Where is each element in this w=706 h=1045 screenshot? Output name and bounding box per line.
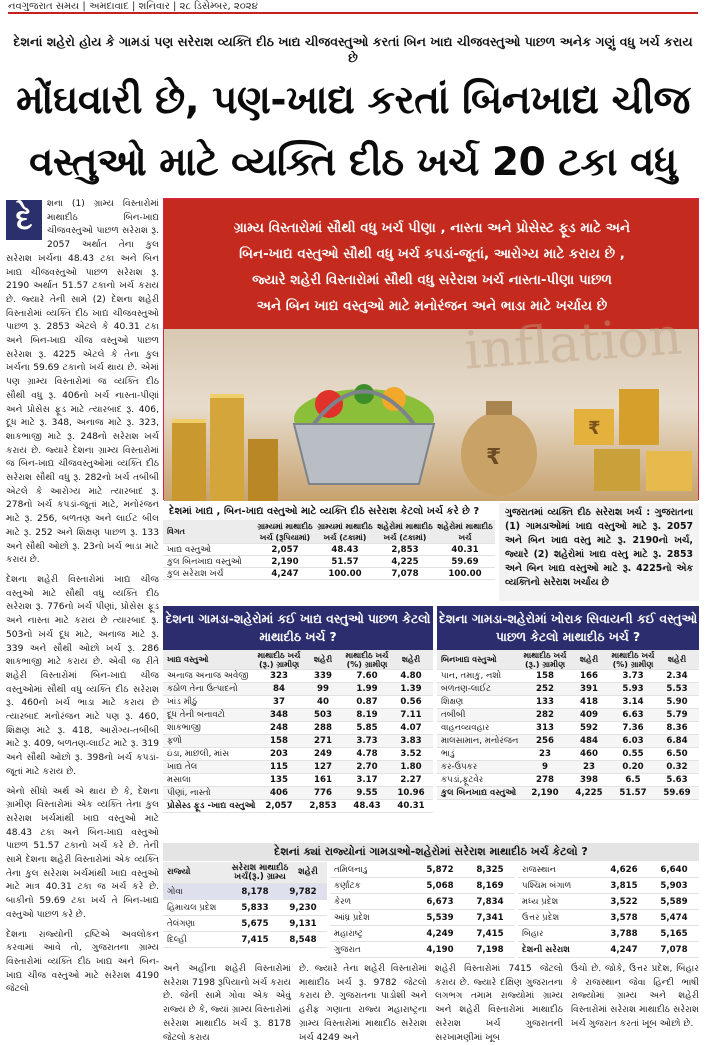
header-cell: શહેરી bbox=[579, 655, 599, 664]
cell: 7.11 bbox=[400, 710, 422, 720]
states-section-header: દેશનાં ક્યાં રાજ્યોનાં ગામડાઓ-શહેરોમાં સરેરાશ માથાદીઠ ખર્ચ કેટલો ? bbox=[163, 843, 699, 861]
cell: 5,474 bbox=[660, 912, 688, 923]
cell: 7,834 bbox=[476, 896, 504, 907]
food-table-body bbox=[163, 670, 433, 813]
table-row bbox=[163, 544, 495, 556]
cell: 8.36 bbox=[666, 723, 688, 733]
bottom-column: ઉંચો છે. જોકે, ઉત્તર પ્રદેશ, બિહાર કે રાજસ્થાન જેવા હિન્દી ભાષી રાજ્યોમાં ગ્રામ્ય અને શહેરી વિસ્તારોમાં સરેરાશ માથાદીઠ સરેરાશ ખર્ચ ગુજરાત કરતાં ખૂબ ઓછો છે. bbox=[571, 964, 699, 1029]
cell: 2,057 bbox=[265, 801, 293, 811]
states-body bbox=[330, 862, 515, 958]
article-paragraph: દેશના શહેરી વિસ્તારોમાં ખાદ્ય ચીજ વસ્તુઓ માટે સૌથી વધુ વ્યક્તિ દીઠ સરેરાશ રૂ. 776નો ખર્ચ પીણાં, પ્રોસેસ ફૂડ અને નાસ્તા માટે કરાય છે ત્યારબાદ રૂ. 503નો ખર્ચ દૂધ માટે, અનાજ માટે રૂ. 339 અને સૌથી ઓછો ખર્ચ રૂ. 286 શાકભાજી માટે કરાય છે. એવી જ રીતે શહેરી વિસ્તારોમાં બિન-ખાદ્ય ચીજ વસ્તુઓમાં સૌથી વધુ વ્યક્તિ દીઠ સરેરાશ રૂ. 460નો ખર્ચ ભાડા માટે કરાય છે ત્યારબાદ મનોરંજન માટે પણ રૂ. 460, શિક્ષણ માટે રૂ. 418, આરોગ્ય-તબીબી માટે રૂ. 409, બળતણ-લાઈટ માટે રૂ. 319 અને સૌથી ઓછો રૂ. 398નો ખર્ચ કપડાં-જૂતાં માટે કરાય છે. bbox=[6, 574, 159, 777]
cell: 2.27 bbox=[400, 775, 422, 785]
table-row bbox=[437, 670, 699, 683]
food-expense-table bbox=[163, 650, 433, 813]
header-cell: સરેરાશ માથાદીઠ ખર્ચ(રૂ.) ગ્રામ્ય bbox=[231, 862, 289, 882]
cell: 7,341 bbox=[476, 912, 504, 923]
cell: 135 bbox=[270, 775, 288, 785]
cell: 406 bbox=[270, 788, 288, 798]
cell: 271 bbox=[314, 736, 332, 746]
masthead: નવગુજરાત સમય | અમદાવાદ | શનિવાર | ૨૮ ડિસેમ્બર, ૨૦૨૪ bbox=[8, 0, 698, 14]
row-label: હિમાચલ પ્રદેશ bbox=[167, 902, 217, 913]
quote-line: બિન-ખાદ્ય વસ્તુઓ સૌથી વધુ ખર્ચ કપડાં-જૂતાં, આરોગ્ય માટે કરાય છે , bbox=[239, 246, 625, 262]
cell: 3,522 bbox=[610, 896, 638, 907]
cell: 2,853 bbox=[309, 801, 337, 811]
row-label: કર્ણાટક bbox=[334, 880, 361, 891]
header-cell: માથાદીઠ ખર્ચ (રૂ.) ગ્રામીણ bbox=[523, 650, 567, 669]
cell: 2.70 bbox=[356, 762, 378, 772]
table-row bbox=[163, 722, 433, 735]
header-cell: રાજ્યો bbox=[167, 867, 191, 877]
states-body bbox=[518, 862, 699, 958]
cell: 418 bbox=[580, 697, 598, 707]
row-label: મહારાષ્ટ્ર bbox=[334, 928, 363, 939]
cell: 4,626 bbox=[610, 864, 638, 875]
cell: 3,578 bbox=[610, 912, 638, 923]
cell: 161 bbox=[314, 775, 332, 785]
cell: 2,190 bbox=[271, 556, 299, 567]
row-label: રાજસ્થાન bbox=[522, 864, 557, 875]
table-row bbox=[163, 884, 327, 900]
row-label: વાહનવ્યવહાર bbox=[441, 723, 490, 733]
table-row bbox=[163, 900, 327, 916]
svg-text:₹: ₹ bbox=[588, 418, 601, 439]
table-row bbox=[163, 800, 433, 813]
cell: 7.60 bbox=[356, 671, 378, 681]
cell: 23 bbox=[583, 762, 595, 772]
food-section-header: દેશના ગામડા-શહેરોમાં કઈ ખાદ્ય વસ્તુઓ પાછળ કેટલો માથાદીઠ ખર્ચ ? bbox=[163, 606, 433, 650]
nonfood-expense-table bbox=[437, 650, 699, 800]
table-row bbox=[437, 722, 699, 735]
cell: 127 bbox=[314, 762, 332, 772]
cell: 278 bbox=[536, 775, 554, 785]
cell: 6,640 bbox=[660, 864, 688, 875]
row-label: અનાજ અનાજ અવેજી bbox=[167, 671, 249, 681]
cell: 8,169 bbox=[476, 880, 504, 891]
row-label: બિહાર bbox=[522, 928, 544, 939]
header-cell: શહેરોમાં માથાદીઠ ખર્ચ (ટકામાં) bbox=[377, 521, 433, 542]
cell: 249 bbox=[314, 749, 332, 759]
quote-line: ગ્રામ્ય વિસ્તારોમાં સૌથી વધુ ખર્ચ પીણા , નાસ્તા અને પ્રોસેસ્ટ ફૂડ માટે અને bbox=[233, 220, 631, 236]
row-label: ખાદ્ય વસ્તુઓ bbox=[167, 544, 212, 555]
cell: 9.55 bbox=[356, 788, 378, 798]
shopping-illustration bbox=[164, 359, 700, 501]
header-cell: શહેરી bbox=[667, 655, 687, 664]
cell: 48.43 bbox=[353, 801, 381, 811]
cell: 0.87 bbox=[356, 697, 378, 707]
table-row bbox=[518, 910, 699, 926]
cell: 1.99 bbox=[356, 684, 378, 694]
header-cell: શહેરી bbox=[313, 655, 333, 664]
table-row bbox=[163, 735, 433, 748]
cell: 203 bbox=[270, 749, 288, 759]
cell: 6.63 bbox=[622, 710, 644, 720]
states-table-1 bbox=[163, 862, 327, 948]
cell: 252 bbox=[536, 684, 554, 694]
cell: 0.32 bbox=[666, 762, 688, 772]
headline-line-1: મોંઘવારી છે, પણ-ખાદ્ય કરતાં બિનખાદ્ય ચીજ bbox=[16, 78, 690, 123]
cell: 339 bbox=[314, 671, 332, 681]
row-label: પશ્ચિમ બંગાળ bbox=[522, 880, 572, 891]
row-label: ફળો bbox=[167, 736, 182, 746]
cell: 288 bbox=[314, 723, 332, 733]
cell: 5,589 bbox=[660, 896, 688, 907]
inflation-watermark: inflation bbox=[462, 306, 684, 382]
article-paragraph: શના (1) ગ્રામ્ય વિસ્તારોમાં માથાદીઠ બિન-ખાદ્ય ચીજવસ્તુઓ પાછળ સરેરાશ રૂ. 2057 અર્થાત તેના કુલ સરેરાશ ખર્ચના 48.43 ટકા અને બિન ખાદ્ય ચીજવસ્તુઓ પાછળ સરેરાશ રૂ. 2190 અર્થાત 51.57 ટકાનો ખર્ચ કરાય છે. જ્યારે તેની સામે (2) દેશના શહેરી વિસ્તારોમાં વ્યક્તિ દીઠ ખાદ્ય ચીજવસ્તુઓ પાછળ રૂ. 2853 એટલે કે 40.31 ટકા અને બિન-ખાદ્ય ચીજ વસ્તુઓ પાછળ સરેરાશ રૂ. 4225 એટલે કે તેના કુલ ખર્ચના 59.69 ટકાનો ખર્ચ થાય છે. એમાં પણ ગ્રામ્ય વિસ્તારોમાં જ વ્યક્તિ દીઠ સૌથી વધુ રૂ. 406નો ખર્ચ નાસ્તા-પીણાં અને પ્રોસેસ ફૂડ માટે ત્યારબાદ રૂ. 406, દૂધ માટે રૂ. 348, અનાજ માટે રૂ. 323, શાકભાજી માટે રૂ. 248નો સરેરાશ ખર્ચ કરાય છે. જ્યારે દેશના ગ્રામ્ય વિસ્તારોમાં જ બિન-ખાદ્ય ચીજવસ્તુઓમાં વ્યક્તિ દીઠ સરેરાશ સૌથી વધુ રૂ. 282નો ખર્ચ તબીબી એટલે કે આરોગ્ય માટે ત્યારબાદ રૂ. 278નો ખર્ચ કપડાં-જૂતાં માટે, મનોરંજન માટે રૂ. 256, બળતણ અને લાઈટ બીલ માટે રૂ. 252 અને શિક્ષણ પાછળ રૂ. 133 અને સૌથી ઓછો રૂ. 23નો ખર્ચ ભાડા માટે કરાય છે. bbox=[6, 199, 159, 566]
row-label: કુલ બિનખાદ્ય વસ્તુઓ bbox=[167, 556, 242, 567]
row-label: મધ્ય પ્રદેશ bbox=[522, 896, 559, 907]
cell: 37 bbox=[273, 697, 285, 707]
row-label: ગુજરાત bbox=[334, 944, 361, 955]
cell: 40.31 bbox=[451, 544, 479, 555]
cell: 9,131 bbox=[289, 918, 317, 929]
row-label: ખાદ્ય તેલ bbox=[167, 762, 198, 772]
quote-line: જ્યારે શહેરી વિસ્તારોમાં સૌથી વધુ સરેરાશ ખર્ચ નાસ્તા-પીણા પાછળ bbox=[252, 272, 612, 288]
cell: 59.69 bbox=[451, 556, 479, 567]
cell: 1.39 bbox=[400, 684, 422, 694]
money-bag-icon bbox=[461, 401, 537, 496]
row-label: પાન, તમાકુ, નશો bbox=[441, 671, 502, 681]
shopping-basket-icon bbox=[294, 384, 434, 484]
table-row bbox=[518, 862, 699, 878]
cell: 8,548 bbox=[289, 934, 317, 945]
table-row bbox=[330, 862, 515, 878]
cell: 100.00 bbox=[448, 568, 482, 579]
table-title: દેશમાં ખાદ્ય , બિન-ખાદ્ય વસ્તુઓ માટે વ્યક્તિ દીઠ સરેરાશ કેટલો ખર્ચ કરે છે ? bbox=[169, 506, 480, 517]
cell: 5,903 bbox=[660, 880, 688, 891]
cell: 23 bbox=[539, 749, 551, 759]
row-label: તબીબી bbox=[441, 710, 466, 720]
table-row bbox=[330, 878, 515, 894]
cell: 4,249 bbox=[426, 928, 454, 939]
row-label: બળતણ-લાઈટ bbox=[441, 684, 492, 694]
headline bbox=[8, 70, 698, 194]
feature-quote bbox=[174, 215, 690, 319]
cell: 398 bbox=[580, 775, 598, 785]
cell: 323 bbox=[270, 671, 288, 681]
table-row bbox=[163, 556, 495, 568]
cell: 776 bbox=[314, 788, 332, 798]
header-cell: માથાદીઠ ખર્ચ (%) ગ્રામીણ bbox=[611, 650, 655, 669]
cell: 5,872 bbox=[426, 864, 454, 875]
cell: 6.5 bbox=[625, 775, 641, 785]
cell: 51.57 bbox=[619, 788, 647, 798]
cell: 6.50 bbox=[666, 749, 688, 759]
row-label: શિક્ષણ bbox=[441, 697, 464, 707]
row-label: દૂધ તેની બનાવટો bbox=[167, 710, 225, 720]
cell: 100.00 bbox=[328, 568, 362, 579]
cell: 248 bbox=[270, 723, 288, 733]
cell: 4.80 bbox=[400, 671, 422, 681]
table-row bbox=[163, 748, 433, 761]
row-label: દેશની સરેરાશ bbox=[522, 944, 570, 955]
cell: 409 bbox=[580, 710, 598, 720]
table-row bbox=[518, 878, 699, 894]
cell: 4,225 bbox=[575, 788, 603, 798]
table-header bbox=[163, 520, 495, 544]
cell: 6,673 bbox=[426, 896, 454, 907]
cell: 7,415 bbox=[476, 928, 504, 939]
cell: 166 bbox=[580, 671, 598, 681]
table-header bbox=[163, 650, 433, 670]
row-label: મસાલા bbox=[167, 775, 191, 785]
header-cell: માથાદીઠ ખર્ચ (રૂ.) ગ્રામીણ bbox=[257, 650, 301, 669]
cell: 7,198 bbox=[476, 944, 504, 955]
cell: 133 bbox=[536, 697, 554, 707]
header-cell: શહેરી bbox=[298, 867, 318, 877]
row-label: કર-ઉપકર bbox=[441, 762, 478, 772]
cell: 484 bbox=[580, 736, 598, 746]
coin-stack-icon bbox=[172, 394, 278, 501]
cell: 5,068 bbox=[426, 880, 454, 891]
cell: 4,247 bbox=[610, 944, 638, 955]
cell: 256 bbox=[536, 736, 554, 746]
row-label: કઠોળ તેના ઉત્પાદનો bbox=[167, 684, 238, 694]
cell: 592 bbox=[580, 723, 598, 733]
row-label: ભાડું bbox=[441, 749, 455, 759]
row-label: ઉત્તર પ્રદેશ bbox=[522, 912, 560, 923]
cell: 0.56 bbox=[400, 697, 422, 707]
cell: 7.36 bbox=[622, 723, 644, 733]
row-label: કપડાં,ફૂટવેર bbox=[441, 775, 484, 785]
table-row bbox=[437, 696, 699, 709]
cell: 313 bbox=[536, 723, 554, 733]
row-label: ઇંડા, માછલી, માંસ bbox=[167, 749, 230, 759]
table-row bbox=[437, 761, 699, 774]
cell: 4.78 bbox=[356, 749, 378, 759]
row-label: ખાંડ મીઠું bbox=[167, 697, 198, 707]
cell: 5.90 bbox=[666, 697, 688, 707]
cell: 10.96 bbox=[397, 788, 425, 798]
cell: 348 bbox=[270, 710, 288, 720]
nonfood-section-header: દેશના ગામડા-શહેરોમાં ખોરાક સિવાયની કઈ વસ્તુઓ પાછળ કેટલો માથાદીઠ ખર્ચ ? bbox=[437, 606, 699, 650]
cell: 5,539 bbox=[426, 912, 454, 923]
cell: 3,788 bbox=[610, 928, 638, 939]
table-row bbox=[518, 894, 699, 910]
cell: 3.14 bbox=[622, 697, 644, 707]
cell: 7,078 bbox=[660, 944, 688, 955]
table-row bbox=[163, 761, 433, 774]
row-label: પ્રોસેસ્ડ ફૂડ -ખાદ્ય વસ્તુઓ bbox=[167, 801, 256, 811]
cell: 5,833 bbox=[241, 902, 269, 913]
cell: 5.53 bbox=[666, 684, 688, 694]
article-paragraph: એનો સીધો અર્થ એ થાય છે કે, દેશના ગ્રામીણ વિસ્તારોમાં એક વ્યક્તિ તેના કુલ સરેરાશ ખર્ચમાંથી ખાદ્ય વસ્તુઓ માટે 48.43 ટકા અને બિન-ખાદ્ય વસ્તુઓ પાછળ 51.57 ટકાનો ખર્ચ કરે છે. તેની સામે દેશના શહેરી વિસ્તારોમાં એક વ્યક્તિ તેના કુલ સરેરાશ ખર્ચમાંથી ખાદ્ય વસ્તુઓ માટે માત્ર 40.31 ટકા જ ખર્ચ કરે છે. બાકીનો 59.69 ટકા ખર્ચ તે બિન-ખાદ્ય વસ્તુઓ પાછળ કરે છે. bbox=[6, 786, 159, 920]
table-row bbox=[437, 683, 699, 696]
svg-text:₹: ₹ bbox=[486, 445, 502, 470]
cell: 8,178 bbox=[241, 886, 269, 897]
cell: 40.31 bbox=[397, 801, 425, 811]
header-cell: ખાદ્ય વસ્તુઓ bbox=[167, 655, 209, 664]
row-label: કુલ બિનખાદ્ય વસ્તુઓ bbox=[441, 788, 517, 798]
row-label: કુલ સરેરાશ ખર્ચ bbox=[167, 568, 224, 579]
header-cell: ગ્રામ્યમાં માથાદીઠ ખર્ચ (ટકામાં) bbox=[317, 521, 373, 542]
headline-line-2: વસ્તુઓ માટે વ્યક્તિ દીઠ ખર્ચ 20 ટકા વધુ bbox=[29, 140, 677, 185]
cell: 7,078 bbox=[391, 568, 419, 579]
states-table-3 bbox=[518, 862, 699, 958]
header-cell: માથાદીઠ ખર્ચ (%) ગ્રામીણ bbox=[345, 650, 389, 669]
table-row bbox=[437, 774, 699, 787]
table-row bbox=[163, 670, 433, 683]
states-body bbox=[163, 884, 327, 948]
cell: 2.34 bbox=[666, 671, 688, 681]
nonfood-table-body bbox=[437, 670, 699, 800]
cell: 158 bbox=[536, 671, 554, 681]
cell: 3.83 bbox=[400, 736, 422, 746]
cell: 6.03 bbox=[622, 736, 644, 746]
table-row bbox=[437, 748, 699, 761]
cell: 40 bbox=[317, 697, 329, 707]
row-label: તમિલનાડુ bbox=[334, 864, 368, 875]
gold-boxes-icon bbox=[574, 389, 692, 491]
table-row bbox=[163, 787, 433, 800]
table-row bbox=[437, 787, 699, 800]
cell: 2,057 bbox=[271, 544, 299, 555]
cell: 4,225 bbox=[391, 556, 419, 567]
row-label: પીણાં, નાસ્તો bbox=[167, 788, 211, 798]
cell: 0.20 bbox=[622, 762, 644, 772]
bottom-column: શહેરી વિસ્તારોમાં 7415 જેટલો કરાય છે. જ્યારે દક્ષિણ ગુજરાતના લગભગ તમામ રાજ્યોમાં ગ્રામ્ય અને શહેરી વિસ્તારોમાં માથાદીઠ સરેરાશ ખર્ચ ગુજરાતની સરખામણીમાં ખૂબ bbox=[435, 964, 563, 1043]
cell: 2,190 bbox=[531, 788, 559, 798]
cell: 3.52 bbox=[400, 749, 422, 759]
cell: 48.43 bbox=[331, 544, 359, 555]
cell: 8,325 bbox=[476, 864, 504, 875]
table-row bbox=[163, 683, 433, 696]
header-cell: ગ્રામ્યમાં માથાદીઠ ખર્ચ (રૂપિયામાં) bbox=[257, 521, 313, 542]
table-row bbox=[163, 916, 327, 932]
table-row bbox=[437, 709, 699, 722]
cell: 115 bbox=[270, 762, 288, 772]
cell: 1.80 bbox=[400, 762, 422, 772]
cell: 158 bbox=[270, 736, 288, 746]
cell: 4.07 bbox=[400, 723, 422, 733]
header-cell: શહેરોમાં માથાદીઠ ખર્ચ bbox=[437, 521, 493, 542]
cell: 3.73 bbox=[622, 671, 644, 681]
cell: 51.57 bbox=[331, 556, 359, 567]
header-cell: વિગત bbox=[167, 527, 185, 536]
table-header bbox=[163, 862, 327, 884]
cell: 4,190 bbox=[426, 944, 454, 955]
cell: 2,853 bbox=[391, 544, 419, 555]
row-label: દિલ્હી bbox=[167, 934, 187, 945]
cell: 9 bbox=[542, 762, 548, 772]
feature-image bbox=[163, 198, 699, 500]
cell: 5,165 bbox=[660, 928, 688, 939]
cell: 9,782 bbox=[289, 886, 317, 897]
cell: 391 bbox=[580, 684, 598, 694]
cell: 3,815 bbox=[610, 880, 638, 891]
table-header bbox=[437, 650, 699, 670]
bottom-column: છે. જ્યારે તેના શહેરી વિસ્તારોમાં માથાદીઠ ખર્ચ રૂ. 9782 જેટલો કરાય છે. ગુજરાતના પાડોશી અને હરીફ ગણાતા રાજ્ય મહારાષ્ટ્રના ગ્રામ્ય વિસ્તારોમાં માથાદીઠ સરેરાશ ખર્ચ 4249 અને bbox=[299, 964, 427, 1043]
table-row bbox=[330, 942, 515, 958]
row-label: શાકભાજી bbox=[167, 723, 201, 733]
bottom-column: અને અહીંના શહેરી વિસ્તારોમાં સરેરાશ 7198 રૂપિયાનો ખર્ચ કરાય છે. જેની સામે ગોવા એક એવું રાજ્ય છે કે, જ્યાં ગ્રામ્ય વિસ્તારોમાં સરેરાશ માથાદીઠ ખર્ચ રૂ. 8178 જેટલો કરાય bbox=[163, 964, 291, 1043]
cell: 5,675 bbox=[241, 918, 269, 929]
cell: 4,247 bbox=[271, 568, 299, 579]
row-label: માલસામાન, મનોરંજન bbox=[441, 736, 519, 746]
row-label: તેલંગણા bbox=[167, 918, 196, 929]
cell: 460 bbox=[580, 749, 598, 759]
cell: 9,230 bbox=[289, 902, 317, 913]
table-row bbox=[437, 735, 699, 748]
kicker: દેશનાં શહેરો હોય કે ગામડાં પણ સરેરાશ વ્યક્તિ દીઠ ખાદ્ય ચીજવસ્તુઓ કરતાં બિન ખાદ્ય ચીજવસ્તુઓ પાછળ અનેક ગણું વધુ ખર્ચ કરાય છે bbox=[13, 34, 693, 65]
cell: 0.55 bbox=[622, 749, 644, 759]
cell: 5.79 bbox=[666, 710, 688, 720]
row-label: ગોવા bbox=[167, 886, 183, 897]
table-row bbox=[163, 696, 433, 709]
table-row bbox=[330, 926, 515, 942]
header-cell: બિનખાદ્ય વસ્તુઓ bbox=[441, 655, 497, 664]
cell: 99 bbox=[317, 684, 329, 694]
row-label: કેરળ bbox=[334, 896, 352, 907]
cell: 5.85 bbox=[356, 723, 378, 733]
quote-line: અને બિન ખાદ્ય વસ્તુઓ માટે મનોરંજન અને ભાડા માટે ખર્ચાય છે bbox=[256, 298, 608, 314]
table-row bbox=[163, 932, 327, 948]
states-table-2 bbox=[330, 862, 515, 958]
table-row bbox=[163, 568, 495, 580]
cell: 282 bbox=[536, 710, 554, 720]
cell: 8.19 bbox=[356, 710, 378, 720]
cell: 503 bbox=[314, 710, 332, 720]
cell: 5.63 bbox=[666, 775, 688, 785]
cell: 59.69 bbox=[663, 788, 691, 798]
cell: 6.84 bbox=[666, 736, 688, 746]
table-row bbox=[330, 910, 515, 926]
table-row bbox=[518, 942, 699, 958]
article-body bbox=[6, 198, 159, 995]
table-row bbox=[163, 709, 433, 722]
header-cell: શહેરી bbox=[401, 655, 421, 664]
cell: 3.73 bbox=[356, 736, 378, 746]
cell: 7,415 bbox=[241, 934, 269, 945]
article-paragraph: દેશના રાજ્યોની દ્રષ્ટિએ અવલોકન કરવામાં આવે તો, ગુજરાતના ગ્રામ્ય વિસ્તારોમાં વ્યક્તિ દીઠ ખાદ્ય અને બિન-ખાદ્ય ચીજ વસ્તુઓ માટે સરેરાશ 4190 જેટલો bbox=[6, 929, 159, 995]
dropcap: દે bbox=[6, 200, 42, 240]
cell: 84 bbox=[273, 684, 285, 694]
table-row bbox=[330, 894, 515, 910]
cell: 3.17 bbox=[356, 775, 378, 785]
cell: 5.93 bbox=[622, 684, 644, 694]
gujarat-note: ગુજરાતમાં વ્યક્તિ દીઠ સરેરાશ ખર્ચ : ગુજરાતના (1) ગામડાઓમાં ખાદ્ય વસ્તુઓ માટે રૂ. 2057 અને બિન ખાદ્ય વસ્તુ માટે રૂ. 2190નો ખર્ચ, જ્યારે (2) શહેરોમાં ખાદ્ય વસ્તુ માટે રૂ. 2853 અને બિન ખાદ્ય વસ્તુઓ માટે રૂ. 4225નો એક વ્યક્તિનો સરેરાશ ખર્ચાય છે bbox=[499, 503, 699, 601]
table-row bbox=[518, 926, 699, 942]
bottom-article bbox=[163, 963, 699, 1041]
per-capita-table bbox=[163, 503, 495, 580]
table-row bbox=[163, 774, 433, 787]
row-label: આંધ્ર પ્રદેશ bbox=[334, 912, 370, 923]
